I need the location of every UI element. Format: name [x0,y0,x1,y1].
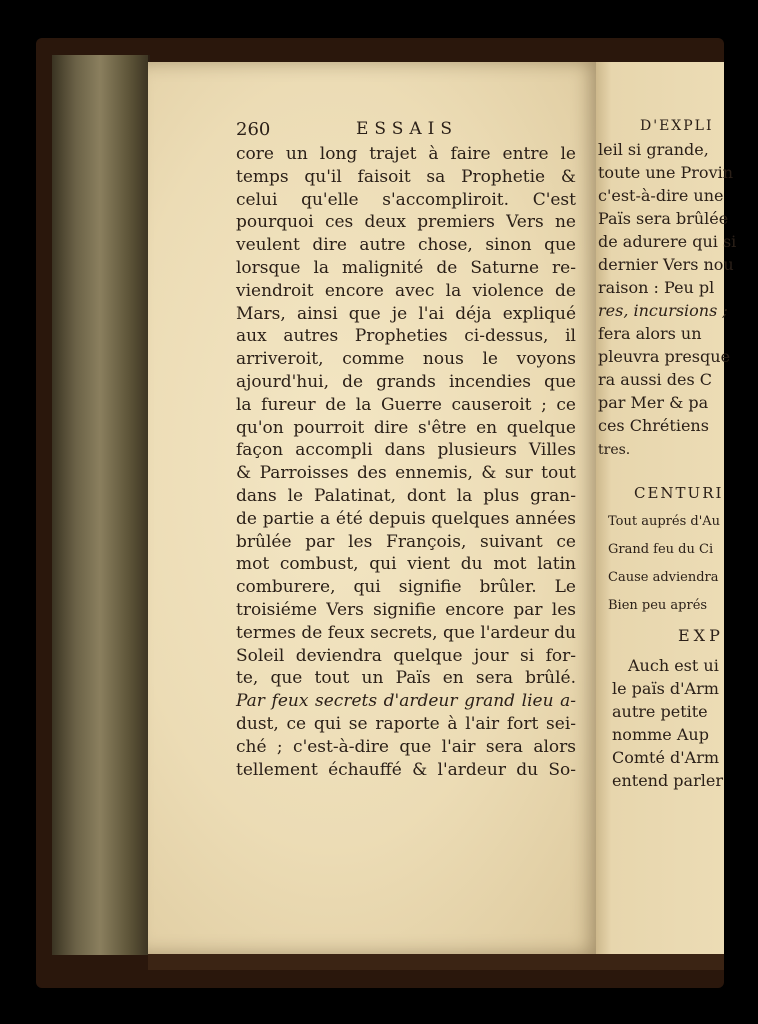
text-line: comburere, qui signifie brûler. Le [236,577,576,598]
text-line: Païs sera brûlée [598,209,729,228]
section-heading: CENTURI [634,484,724,502]
quoted-verse-line: Par feux secrets d'ardeur grand lieu a- [236,691,576,712]
verse-line: Grand feu du Ci [608,542,714,557]
text-line: ra aussi des C [598,370,712,389]
text-line: c'est-à-dire une [598,186,724,205]
left-page-text [236,143,576,781]
text-line: Comté d'Arm [612,748,720,767]
text-line: de partie a été depuis quelques années [236,508,576,529]
right-running-head: D'EXPLI [640,118,714,134]
text-line: dernier Vers nou [598,255,734,274]
text-line: Auch est ui [628,656,719,675]
text-line: viendroit encore avec la violence de [236,280,576,301]
text-line: & Parroisses des ennemis, & sur tout [236,463,576,484]
text-line: temps qu'il faisoit sa Prophetie & [236,166,576,187]
text-line: entend parler [612,771,723,790]
text-line: fera alors un [598,324,702,343]
text-line: nomme Aup [612,725,709,744]
text-line: le païs d'Arm [612,679,719,698]
text-line: pourquoi ces deux premiers Vers ne [236,212,576,233]
text-line: celui qu'elle s'accompliroit. C'est [236,189,576,210]
text-line: dust, ce qui se raporte à l'air fort sei- [236,713,576,734]
explication-heading: EXP [678,626,724,645]
text-line: Mars, ainsi que je l'ai déja expliqué [236,303,576,324]
text-line: Soleil deviendra quelque jour si for- [236,645,576,666]
text-line: par Mer & pa [598,393,709,412]
text-line: veulent dire autre chose, sinon que [236,235,576,256]
text-line: autre petite [612,702,708,721]
text-line: troisiéme Vers signifie encore par les [236,599,576,620]
text-line: aux autres Propheties ci-dessus, il [236,326,576,347]
page-block-edge [52,55,150,955]
verse-line: Bien peu aprés [608,598,708,613]
text-line: de adurere qui si [598,232,737,251]
text-line: la fureur de la Guerre causeroit ; ce [236,394,576,415]
verse-line: Cause adviendra [608,570,719,585]
text-line: res, incursions ; [598,301,728,320]
text-line: ces Chrétiens [598,416,709,435]
text-line: tres. [598,442,631,458]
text-line: toute une Provin [598,163,734,182]
text-line: lorsque la malignité de Saturne re- [236,257,576,278]
text-line: pleuvra presque [598,347,731,366]
running-head: ESSAIS [356,119,459,139]
text-line: brûlée par les François, suivant ce [236,531,576,552]
text-line: façon accompli dans plusieurs Villes [236,440,576,461]
left-page-header [236,119,576,143]
text-line: qu'on pourroit dire s'être en quelque [236,417,576,438]
text-line: mot combust, qui vient du mot latin [236,554,576,575]
text-line: ché ; c'est-à-dire que l'air sera alors [236,736,576,757]
text-line: core un long trajet à faire entre le [236,144,576,164]
text-line: leil si grande, [598,140,709,159]
page-number: 260 [236,119,271,140]
text-line: te, que tout un Païs en sera brûlé. [236,668,576,689]
text-line: termes de feux secrets, que l'ardeur du [236,622,576,643]
text-line: arriveroit, comme nous le voyons [236,349,576,370]
text-line: dans le Palatinat, dont la plus gran- [236,485,576,506]
book-bottom-edge [148,954,724,970]
text-line: raison : Peu pl [598,278,715,297]
text-line: tellement échauffé & l'ardeur du So- [236,759,576,780]
text-line: ajourd'hui, de grands incendies que [236,371,576,392]
verse-line: Tout auprés d'Au [608,514,721,529]
